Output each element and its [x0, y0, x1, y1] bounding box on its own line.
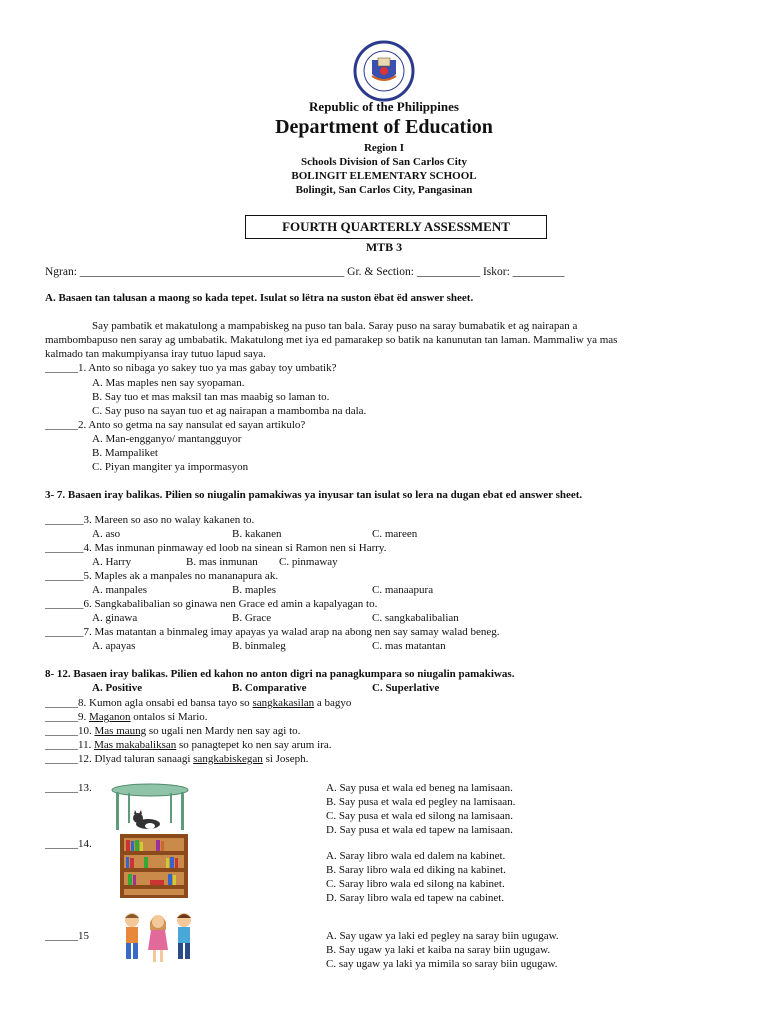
q6-choice-a: A. ginawa — [92, 612, 138, 624]
passage-line-2: mambombapuso nen saray ag umbabatik. Makatulong met iya ed pamarakep so batik na kanunutan tan laman. Mammaliw ya mas — [45, 334, 618, 346]
q15-choice-b: B. Say ugaw ya laki et kaiba na saray biin ugugaw. — [326, 944, 551, 956]
q4-choice-a: A. Harry — [92, 556, 132, 568]
q7-choice-b: B. binmaleg — [232, 640, 286, 652]
q2-choice-c: C. Piyan mangiter ya impormasyon — [92, 461, 249, 473]
question-15-label: ______15 — [45, 930, 89, 942]
q14-choice-b: B. Saray libro wala ed diking na kabinet. — [326, 864, 506, 876]
q13-choice-c: C. Say pusa et wala ed silong na lamisaan. — [326, 810, 513, 822]
q14-choice-a: A. Saray libro wala ed dalem na kabinet. — [326, 850, 506, 862]
cat-under-table-image — [108, 780, 192, 832]
q3-choice-a: A. aso — [92, 528, 121, 540]
region-label: Region I — [363, 142, 405, 154]
q5-choice-c: C. manaapura — [372, 584, 434, 596]
q6-choice-b: B. Grace — [232, 612, 272, 624]
q5-choice-a: A. manpales — [92, 584, 147, 596]
q4-choice-b: B. mas inmunan — [186, 556, 258, 568]
assessment-title-box: FOURTH QUARTERLY ASSESSMENT — [245, 215, 547, 239]
passage-line-3: kalmado tan makumpiyansa iray tutuo lapud saya. — [45, 348, 266, 360]
question-11: ______11. Mas makabaliksan so panagtepet ko nen say arum ira. — [45, 739, 332, 751]
question-5: _______5. Maples ak a manpales no mananapura ak. — [45, 570, 279, 582]
student-info-line: Ngran: ______________________________________________ Gr. & Section: ___________ Iskor: _________ — [45, 266, 565, 278]
q7-choice-a: A. apayas — [92, 640, 136, 652]
section-c-instruction: 8- 12. Basaen iray balikas. Pilien ed kahon no anton digri na panagkumpara so niugalin pamakiwas. — [45, 668, 515, 680]
q14-choice-d: D. Saray libro wala ed tapew na cabinet. — [326, 892, 505, 904]
question-8: ______8. Kumon agla onsabi ed bansa tayo so sangkakasilan a bagyo — [45, 697, 352, 709]
q2-choice-b: B. Mampaliket — [92, 447, 158, 459]
q1-choice-b: B. Say tuo et mas maksil tan mas maabig so laman to. — [92, 391, 330, 403]
question-14-label: ______14. — [45, 838, 92, 850]
q1-choice-c: C. Say puso na sayan tuo et ag nairapan a mambomba na dala. — [92, 405, 367, 417]
q15-choice-c: C. say ugaw ya laki ya mimila so saray biin ugugaw. — [326, 958, 558, 970]
department-heading: Department of Education — [275, 116, 493, 138]
children-image — [118, 910, 198, 974]
q3-choice-c: C. mareen — [372, 528, 418, 540]
question-3: _______3. Mareen so aso no walay kakanen to. — [45, 514, 255, 526]
q15-choice-a: A. Say ugaw ya laki ed pegley na saray biin ugugaw. — [326, 930, 559, 942]
deped-seal-logo — [348, 40, 420, 102]
question-9: ______9. Maganon ontalos si Mario. — [45, 711, 208, 723]
school-address: Bolingit, San Carlos City, Pangasinan — [295, 184, 473, 196]
question-1: ______1. Anto so nibaga yo sakey tuo ya mas gabay toy umbatik? — [45, 362, 337, 374]
q13-choice-b: B. Say pusa et wala ed pegley na lamisaan. — [326, 796, 516, 808]
question-7: _______7. Mas matantan a binmaleg imay apayas ya walad arap na abong nen say samay walad beneg. — [45, 626, 500, 638]
q6-choice-c: C. sangkabalibalian — [372, 612, 459, 624]
passage-line-1: Say pambatik et makatulong a mampabiskeg na puso tan bala. Saray puso na saray bumabatik et ag nairapan a — [92, 320, 578, 332]
q13-choice-d: D. Say pusa et wala ed tapew na lamisaan. — [326, 824, 513, 836]
option-superlative: C. Superlative — [372, 682, 440, 694]
option-comparative: B. Comparative — [232, 682, 307, 694]
q13-choice-a: A. Say pusa et wala ed beneg na lamisaan. — [326, 782, 513, 794]
q7-choice-c: C. mas matantan — [372, 640, 446, 652]
q4-choice-c: C. pinmaway — [279, 556, 338, 568]
question-4: _______4. Mas inmunan pinmaway ed loob na sinean si Ramon nen si Harry. — [45, 542, 387, 554]
question-6: _______6. Sangkabalibalian so ginawa nen Grace ed amin a kapalyagan to. — [45, 598, 378, 610]
q5-choice-b: B. maples — [232, 584, 276, 596]
q1-choice-a: A. Mas maples nen say syopaman. — [92, 377, 245, 389]
question-10: ______10. Mas maung so ugali nen Mardy nen say agi to. — [45, 725, 301, 737]
bookshelf-image — [120, 834, 188, 898]
q3-choice-b: B. kakanen — [232, 528, 282, 540]
question-12: ______12. Dlyad taluran sanaagi sangkabiskegan si Joseph. — [45, 753, 309, 765]
section-b-instruction: 3- 7. Basaen iray balikas. Pilien so niugalin pamakiwas ya inyusar tan isulat so lera na dugan ebat ed answer sheet. — [45, 489, 583, 501]
question-13-label: ______13. — [45, 782, 92, 794]
q14-choice-c: C. Saray libro wala ed silong na kabinet. — [326, 878, 505, 890]
q2-choice-a: A. Man-engganyo/ mantangguyor — [92, 433, 242, 445]
subject-label: MTB 3 — [365, 240, 403, 254]
option-positive: A. Positive — [92, 682, 143, 694]
section-a-instruction: A. Basaen tan talusan a maong so kada tepet. Isulat so lëtra na suston ëbat ëd answer sheet. — [45, 292, 474, 304]
republic-heading: Republic of the Philippines — [309, 99, 459, 114]
division-label: Schools Division of San Carlos City — [301, 156, 467, 168]
question-2: ______2. Anto so getma na say nansulat ed sayan artikulo? — [45, 419, 306, 431]
school-name: BOLINGIT ELEMENTARY SCHOOL — [291, 170, 477, 182]
